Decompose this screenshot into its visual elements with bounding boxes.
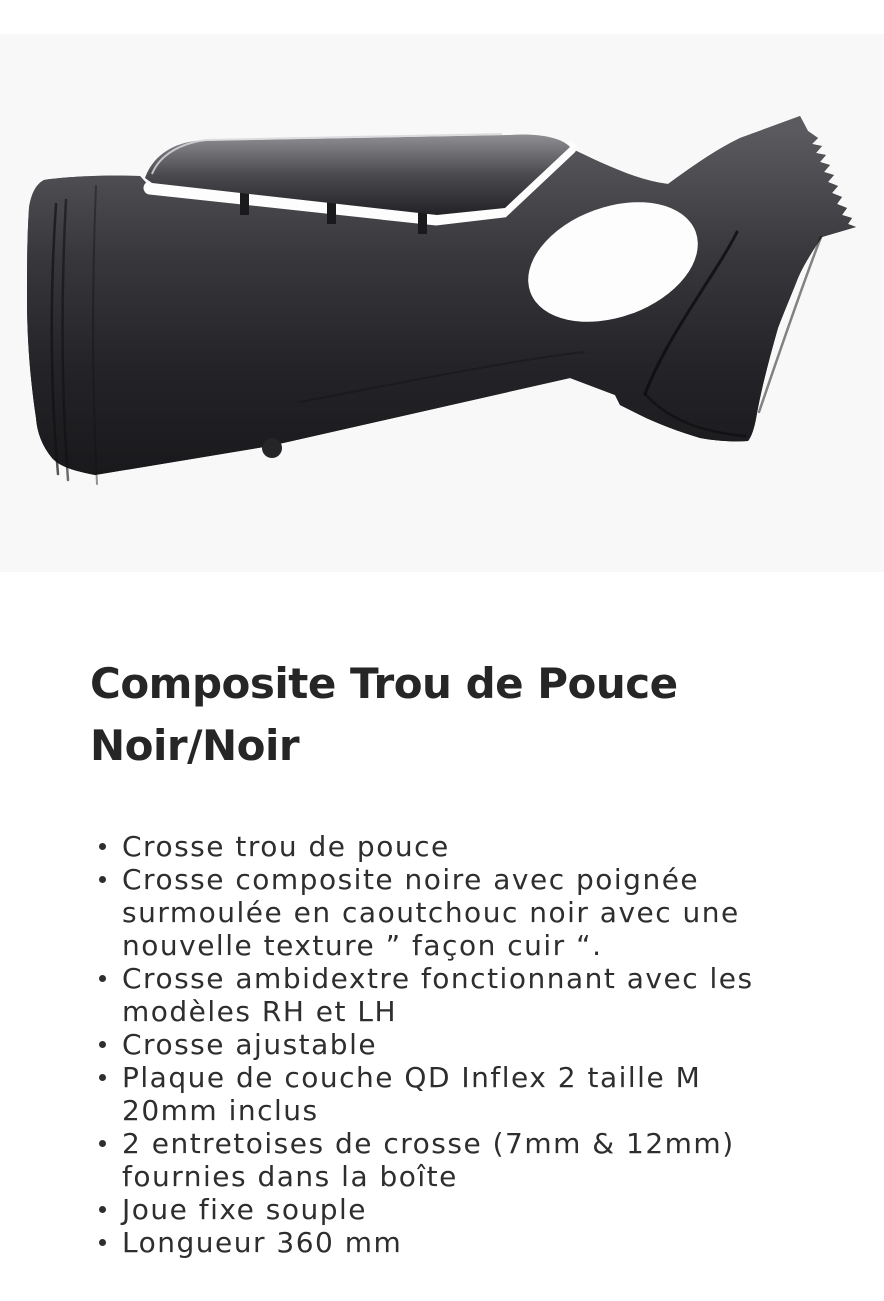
feature-text: modèles RH et LH [122,995,398,1028]
list-item [90,863,794,962]
feature-text: surmoulée en caoutchouc noir avec une [122,896,740,929]
list-item [90,1193,794,1226]
list-item [90,1226,794,1259]
feature-text: Plaque de couche QD Inflex 2 taille M [122,1061,702,1094]
feature-text: Joue fixe souple [122,1193,367,1226]
top-margin [0,0,884,34]
page-title [90,653,794,777]
feature-text: Longueur 360 mm [122,1226,403,1259]
list-item [90,1061,794,1127]
page-title-line: Noir/Noir [90,721,300,770]
feature-text: Crosse ajustable [122,1028,378,1061]
product-image [0,34,884,572]
feature-text: Crosse ambidextre fonctionnant avec les [122,962,754,995]
feature-list [90,830,794,1259]
list-item [90,1127,794,1193]
feature-text: 2 entretoises de crosse (7mm & 12mm) [122,1127,735,1160]
feature-text: fournies dans la boîte [122,1160,458,1193]
sling-stud [262,438,282,458]
feature-text: nouvelle texture ” façon cuir “. [122,929,603,962]
feature-text: 20mm inclus [122,1094,319,1127]
list-item [90,830,794,863]
page-title-line: Composite Trou de Pouce [90,659,678,708]
list-item [90,1028,794,1061]
product-image-svg [0,34,884,572]
feature-text: Crosse composite noire avec poignée [122,863,700,896]
feature-text: Crosse trou de pouce [122,830,450,863]
list-item [90,962,794,1028]
product-details [0,653,884,1259]
